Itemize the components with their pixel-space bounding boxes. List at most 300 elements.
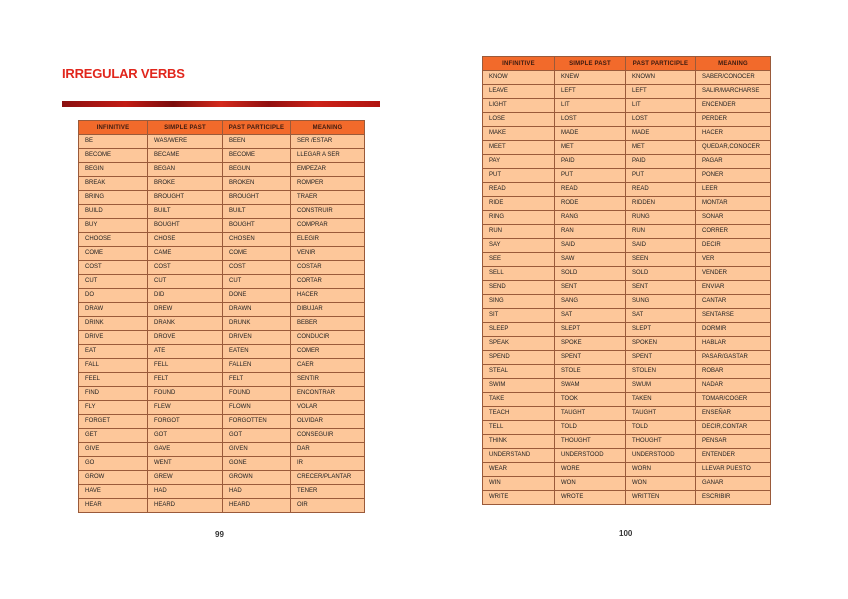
table-row <box>79 261 365 275</box>
table-row <box>483 183 771 197</box>
table-cell: TAKEN <box>626 393 696 407</box>
table-row <box>79 149 365 163</box>
table-row <box>483 491 771 505</box>
table-cell: GROWN <box>223 471 291 485</box>
table-cell: WENT <box>148 457 223 471</box>
table-cell: LEFT <box>626 85 696 99</box>
table-row <box>79 457 365 471</box>
table-cell: SLEPT <box>555 323 626 337</box>
table-cell: TRAER <box>291 191 365 205</box>
table-cell: SWAM <box>555 379 626 393</box>
table-cell: LIT <box>555 99 626 113</box>
table-row <box>483 309 771 323</box>
table-cell: PONER <box>696 169 771 183</box>
table-cell: MET <box>626 141 696 155</box>
table-cell: TAUGHT <box>555 407 626 421</box>
table-cell: STOLEN <box>626 365 696 379</box>
table-cell: CAME <box>148 247 223 261</box>
table-cell: LEER <box>696 183 771 197</box>
table-cell: GIVE <box>79 443 148 457</box>
table-cell: HAVE <box>79 485 148 499</box>
table-cell: BEGUN <box>223 163 291 177</box>
column-header: INFINITIVE <box>79 121 148 135</box>
table-cell: DECIR <box>696 239 771 253</box>
table-cell: TOOK <box>555 393 626 407</box>
table-cell: CRECER/PLANTAR <box>291 471 365 485</box>
table-cell: KNOW <box>483 71 555 85</box>
table-cell: WORN <box>626 463 696 477</box>
table-row <box>79 289 365 303</box>
table-cell: BUY <box>79 219 148 233</box>
table-cell: BOUGHT <box>148 219 223 233</box>
table-cell: SELL <box>483 267 555 281</box>
table-cell: MADE <box>626 127 696 141</box>
table-cell: VENDER <box>696 267 771 281</box>
table-cell: SEND <box>483 281 555 295</box>
table-cell: SLEPT <box>626 323 696 337</box>
table-cell: FOUND <box>148 387 223 401</box>
table-cell: VER <box>696 253 771 267</box>
table-cell: OIR <box>291 499 365 513</box>
table-cell: SWUM <box>626 379 696 393</box>
table-cell: BOUGHT <box>223 219 291 233</box>
table-cell: GROW <box>79 471 148 485</box>
table-cell: CHOSE <box>148 233 223 247</box>
table-cell: STOLE <box>555 365 626 379</box>
table-cell: FORGET <box>79 415 148 429</box>
column-header: SIMPLE PAST <box>148 121 223 135</box>
table-cell: SONAR <box>696 211 771 225</box>
table-cell: THINK <box>483 435 555 449</box>
table-cell: ELEGIR <box>291 233 365 247</box>
table-cell: KNOWN <box>626 71 696 85</box>
table-row <box>483 225 771 239</box>
table-cell: TAUGHT <box>626 407 696 421</box>
table-row <box>483 407 771 421</box>
column-header: SIMPLE PAST <box>555 57 626 71</box>
table-cell: DRUNK <box>223 317 291 331</box>
table-cell: EATEN <box>223 345 291 359</box>
table-row <box>483 155 771 169</box>
table-cell: SER /ESTAR <box>291 135 365 149</box>
table-cell: DRAW <box>79 303 148 317</box>
table-cell: HACER <box>291 289 365 303</box>
table-cell: RING <box>483 211 555 225</box>
page-title: IRREGULAR VERBS <box>62 66 185 81</box>
table-row <box>483 99 771 113</box>
table-cell: SENT <box>555 281 626 295</box>
table-cell: RUN <box>626 225 696 239</box>
column-header: MEANING <box>291 121 365 135</box>
table-cell: TOLD <box>555 421 626 435</box>
table-cell: COMPRAR <box>291 219 365 233</box>
table-cell: STEAL <box>483 365 555 379</box>
table-cell: BREAK <box>79 177 148 191</box>
table-cell: BEGIN <box>79 163 148 177</box>
table-cell: TOLD <box>626 421 696 435</box>
table-row <box>79 499 365 513</box>
table-cell: BUILT <box>223 205 291 219</box>
table-cell: COST <box>79 261 148 275</box>
irregular-verbs-table-right <box>482 56 771 505</box>
table-row <box>79 387 365 401</box>
table-row <box>483 295 771 309</box>
table-cell: GONE <box>223 457 291 471</box>
table-cell: CONSTRUIR <box>291 205 365 219</box>
table-cell: SAY <box>483 239 555 253</box>
table-cell: SENTARSE <box>696 309 771 323</box>
table-cell: BECOME <box>223 149 291 163</box>
table-cell: COST <box>223 261 291 275</box>
table-cell: BECAME <box>148 149 223 163</box>
table-cell: DRIVEN <box>223 331 291 345</box>
table-row <box>483 211 771 225</box>
table-row <box>483 351 771 365</box>
table-row <box>483 85 771 99</box>
table-cell: DIBUJAR <box>291 303 365 317</box>
table-cell: COME <box>79 247 148 261</box>
table-row <box>79 345 365 359</box>
table-cell: SAID <box>555 239 626 253</box>
table-cell: READ <box>555 183 626 197</box>
table-cell: GOT <box>148 429 223 443</box>
table-cell: CONSEGUIR <box>291 429 365 443</box>
table-cell: RUNG <box>626 211 696 225</box>
table-cell: CUT <box>79 275 148 289</box>
table-cell: TENER <box>291 485 365 499</box>
table-row <box>79 401 365 415</box>
table-row <box>79 317 365 331</box>
table-cell: DREW <box>148 303 223 317</box>
table-cell: FLEW <box>148 401 223 415</box>
table-cell: PAID <box>555 155 626 169</box>
column-header: PAST PARTICIPLE <box>223 121 291 135</box>
table-cell: LLEVAR PUESTO <box>696 463 771 477</box>
table-row <box>483 239 771 253</box>
table-cell: DORMIR <box>696 323 771 337</box>
table-cell: MAKE <box>483 127 555 141</box>
table-cell: RANG <box>555 211 626 225</box>
table-cell: RODE <box>555 197 626 211</box>
table-cell: PAY <box>483 155 555 169</box>
table-cell: BECOME <box>79 149 148 163</box>
table-cell: PUT <box>483 169 555 183</box>
table-cell: FORGOTTEN <box>223 415 291 429</box>
table-cell: ENCONTRAR <box>291 387 365 401</box>
table-cell: MET <box>555 141 626 155</box>
table-cell: VENIR <box>291 247 365 261</box>
table-cell: SEEN <box>626 253 696 267</box>
table-cell: TAKE <box>483 393 555 407</box>
table-cell: DAR <box>291 443 365 457</box>
table-cell: BEGAN <box>148 163 223 177</box>
table-cell: DROVE <box>148 331 223 345</box>
table-cell: GANAR <box>696 477 771 491</box>
table-cell: ROMPER <box>291 177 365 191</box>
table-cell: PENSAR <box>696 435 771 449</box>
table-cell: THOUGHT <box>626 435 696 449</box>
table-cell: LOST <box>626 113 696 127</box>
table-row <box>483 323 771 337</box>
table-cell: BRING <box>79 191 148 205</box>
table-cell: BROKE <box>148 177 223 191</box>
table-cell: HEARD <box>148 499 223 513</box>
table-cell: WRITTEN <box>626 491 696 505</box>
table-cell: COST <box>148 261 223 275</box>
table-cell: SEE <box>483 253 555 267</box>
table-cell: WAS/WERE <box>148 135 223 149</box>
table-cell: SWIM <box>483 379 555 393</box>
table-row <box>483 435 771 449</box>
table-cell: GIVEN <box>223 443 291 457</box>
table-cell: CORRER <box>696 225 771 239</box>
table-cell: DONE <box>223 289 291 303</box>
table-row <box>79 471 365 485</box>
table-body <box>483 71 771 505</box>
table-cell: RAN <box>555 225 626 239</box>
table-cell: BE <box>79 135 148 149</box>
table-cell: RIDE <box>483 197 555 211</box>
table-cell: UNDERSTOOD <box>555 449 626 463</box>
table-cell: DRAWN <box>223 303 291 317</box>
table-cell: FALL <box>79 359 148 373</box>
table-cell: DID <box>148 289 223 303</box>
table-row <box>79 359 365 373</box>
table-cell: DRIVE <box>79 331 148 345</box>
table-cell: CAER <box>291 359 365 373</box>
table-row <box>483 71 771 85</box>
table-cell: SANG <box>555 295 626 309</box>
table-cell: KNEW <box>555 71 626 85</box>
irregular-verbs-table-left <box>78 120 365 513</box>
table-row <box>483 379 771 393</box>
table-cell: FELT <box>148 373 223 387</box>
table-cell: BEBER <box>291 317 365 331</box>
table-cell: SAID <box>626 239 696 253</box>
table-cell: CUT <box>223 275 291 289</box>
table-cell: HABLAR <box>696 337 771 351</box>
table-row <box>483 463 771 477</box>
table-cell: FIND <box>79 387 148 401</box>
table-cell: FLY <box>79 401 148 415</box>
table-cell: COME <box>223 247 291 261</box>
table-cell: CANTAR <box>696 295 771 309</box>
table-cell: LIGHT <box>483 99 555 113</box>
table-cell: COSTAR <box>291 261 365 275</box>
table-cell: PUT <box>555 169 626 183</box>
table-cell: SOLD <box>555 267 626 281</box>
table-cell: LEAVE <box>483 85 555 99</box>
table-cell: QUEDAR,CONOCER <box>696 141 771 155</box>
table-cell: BUILT <box>148 205 223 219</box>
table-cell: BROKEN <box>223 177 291 191</box>
table-cell: FLOWN <box>223 401 291 415</box>
table-cell: WRITE <box>483 491 555 505</box>
table-cell: SLEEP <box>483 323 555 337</box>
table-cell: SPENT <box>626 351 696 365</box>
table-cell: GAVE <box>148 443 223 457</box>
column-header: PAST PARTICIPLE <box>626 57 696 71</box>
table-cell: UNDERSTAND <box>483 449 555 463</box>
table-row <box>483 449 771 463</box>
table-row <box>483 477 771 491</box>
table-cell: ENSEÑAR <box>696 407 771 421</box>
table-cell: BROUGHT <box>148 191 223 205</box>
table-row <box>483 393 771 407</box>
table-cell: CHOOSE <box>79 233 148 247</box>
table-cell: MEET <box>483 141 555 155</box>
table-row <box>483 197 771 211</box>
table-cell: DECIR,CONTAR <box>696 421 771 435</box>
table-row <box>483 365 771 379</box>
table-cell: READ <box>626 183 696 197</box>
table-row <box>79 163 365 177</box>
table-cell: ATE <box>148 345 223 359</box>
table-cell: SENT <box>626 281 696 295</box>
table-cell: ENCENDER <box>696 99 771 113</box>
table-cell: EAT <box>79 345 148 359</box>
table-row <box>483 127 771 141</box>
table-cell: SAT <box>555 309 626 323</box>
table-cell: LEFT <box>555 85 626 99</box>
table-cell: GOT <box>223 429 291 443</box>
table-row <box>483 337 771 351</box>
table-cell: TELL <box>483 421 555 435</box>
table-cell: WON <box>555 477 626 491</box>
table-cell: DRANK <box>148 317 223 331</box>
table-cell: BROUGHT <box>223 191 291 205</box>
title-underline-bar <box>62 101 380 107</box>
table-row <box>483 281 771 295</box>
table-row <box>483 421 771 435</box>
table-cell: FEEL <box>79 373 148 387</box>
table-cell: FOUND <box>223 387 291 401</box>
table-cell: TOMAR/COGER <box>696 393 771 407</box>
table-cell: LLEGAR A SER <box>291 149 365 163</box>
table-cell: THOUGHT <box>555 435 626 449</box>
table-row <box>79 177 365 191</box>
table-row <box>79 429 365 443</box>
table-cell: ENVIAR <box>696 281 771 295</box>
table-cell: UNDERSTOOD <box>626 449 696 463</box>
column-header: INFINITIVE <box>483 57 555 71</box>
table-row <box>483 113 771 127</box>
table-cell: LOST <box>555 113 626 127</box>
table-row <box>79 191 365 205</box>
table-cell: SAT <box>626 309 696 323</box>
table-cell: HAD <box>148 485 223 499</box>
table-cell: SABER/CONOCER <box>696 71 771 85</box>
table-cell: SUNG <box>626 295 696 309</box>
table-cell: BEEN <box>223 135 291 149</box>
table-cell: DO <box>79 289 148 303</box>
table-row <box>79 485 365 499</box>
table-cell: ESCRIBIR <box>696 491 771 505</box>
table-cell: SPOKE <box>555 337 626 351</box>
table-cell: SENTIR <box>291 373 365 387</box>
table-cell: SIT <box>483 309 555 323</box>
table-cell: FALLEN <box>223 359 291 373</box>
table-cell: PAGAR <box>696 155 771 169</box>
table-cell: EMPEZAR <box>291 163 365 177</box>
table-cell: BUILD <box>79 205 148 219</box>
page-number-left: 99 <box>215 530 224 539</box>
table-cell: COMER <box>291 345 365 359</box>
column-header: MEANING <box>696 57 771 71</box>
table-header-row <box>79 121 365 135</box>
table-cell: PAID <box>626 155 696 169</box>
table-cell: RUN <box>483 225 555 239</box>
table-row <box>483 141 771 155</box>
table-cell: RIDDEN <box>626 197 696 211</box>
table-cell: FELL <box>148 359 223 373</box>
table-row <box>79 373 365 387</box>
table-cell: NADAR <box>696 379 771 393</box>
table-cell: FORGOT <box>148 415 223 429</box>
table-cell: SPENT <box>555 351 626 365</box>
table-cell: MADE <box>555 127 626 141</box>
table-cell: TEACH <box>483 407 555 421</box>
table-cell: LIT <box>626 99 696 113</box>
table-row <box>79 135 365 149</box>
table-cell: SALIR/MARCHARSE <box>696 85 771 99</box>
table-cell: HEAR <box>79 499 148 513</box>
table-cell: GREW <box>148 471 223 485</box>
table-cell: WROTE <box>555 491 626 505</box>
table-row <box>483 253 771 267</box>
table-cell: SOLD <box>626 267 696 281</box>
table-row <box>79 275 365 289</box>
table-row <box>79 443 365 457</box>
table-row <box>79 205 365 219</box>
table-row <box>79 331 365 345</box>
table-cell: PUT <box>626 169 696 183</box>
table-row <box>79 233 365 247</box>
table-cell: CORTAR <box>291 275 365 289</box>
table-cell: MONTAR <box>696 197 771 211</box>
table-cell: SPEAK <box>483 337 555 351</box>
table-row <box>483 267 771 281</box>
table-cell: DRINK <box>79 317 148 331</box>
page-number-right: 100 <box>619 529 633 538</box>
table-cell: CONDUCIR <box>291 331 365 345</box>
table-cell: WORE <box>555 463 626 477</box>
table-cell: VOLAR <box>291 401 365 415</box>
table-cell: OLVIDAR <box>291 415 365 429</box>
table-row <box>79 219 365 233</box>
table-row <box>483 169 771 183</box>
table-cell: PASAR/GASTAR <box>696 351 771 365</box>
table-cell: WIN <box>483 477 555 491</box>
table-cell: SPEND <box>483 351 555 365</box>
table-cell: LOSE <box>483 113 555 127</box>
table-cell: CHOSEN <box>223 233 291 247</box>
table-cell: ENTENDER <box>696 449 771 463</box>
table-cell: HAD <box>223 485 291 499</box>
table-cell: SAW <box>555 253 626 267</box>
table-row <box>79 247 365 261</box>
table-cell: READ <box>483 183 555 197</box>
table-row <box>79 415 365 429</box>
table-cell: GET <box>79 429 148 443</box>
table-cell: HACER <box>696 127 771 141</box>
table-cell: SING <box>483 295 555 309</box>
table-cell: WEAR <box>483 463 555 477</box>
table-cell: PERDER <box>696 113 771 127</box>
table-cell: ROBAR <box>696 365 771 379</box>
table-cell: IR <box>291 457 365 471</box>
table-cell: FELT <box>223 373 291 387</box>
